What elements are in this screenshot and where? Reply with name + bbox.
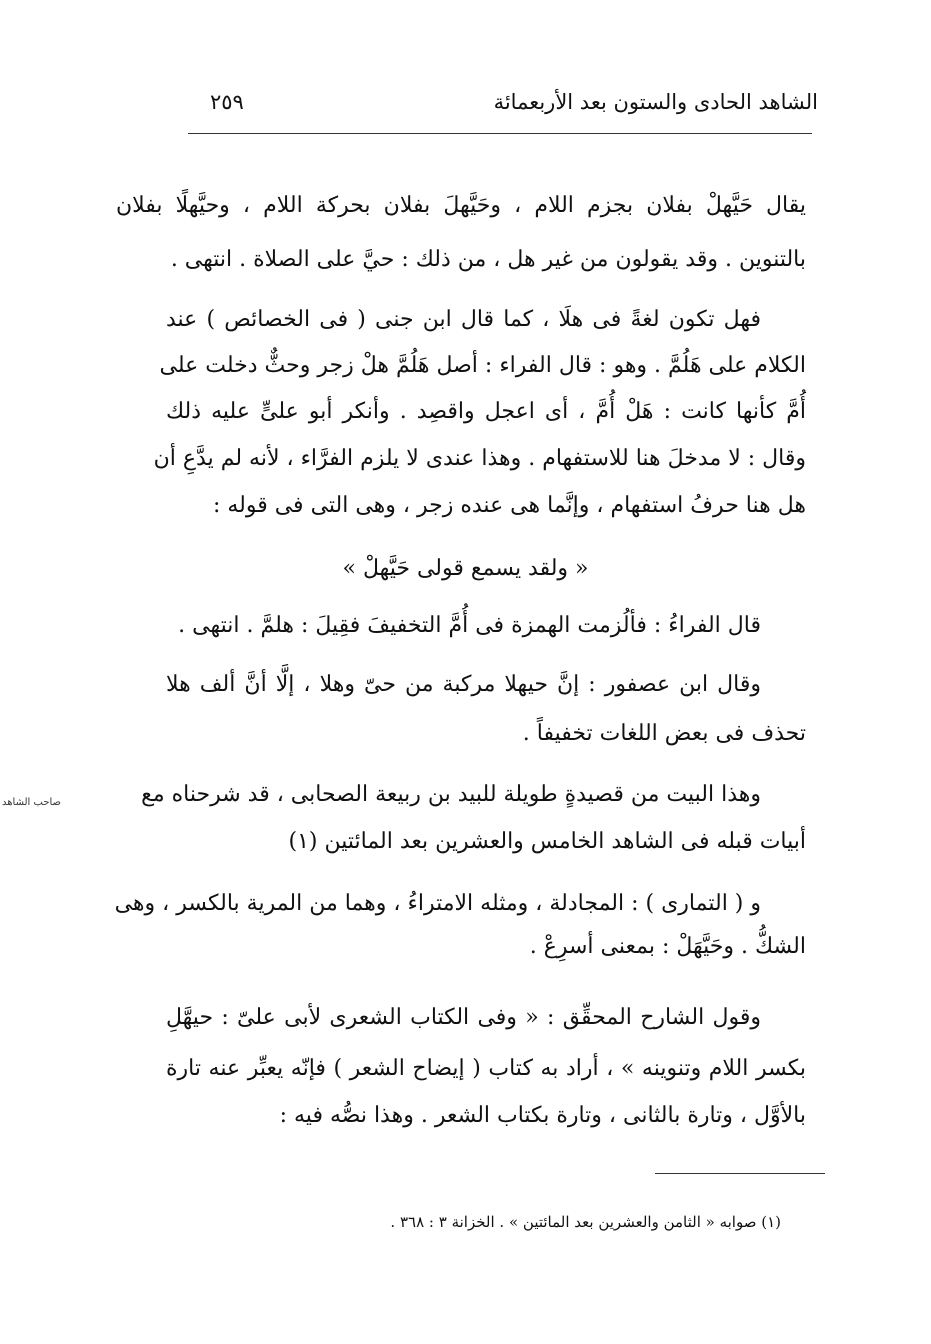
text-line: هل هنا حرفُ استفهام ، وإنَّما هى عنده زجر ، وهى التى فى قوله : [212,493,806,518]
margin-note: صاحب الشاهد [2,797,62,808]
text-line: فهل تكون لغةً فى هلَا ، كما قال ابن جنى ( فى الخصائص ) عند [166,307,761,332]
verse-line: « ولقد يسمع قولى حَيَّهلْ » [342,556,589,581]
footnote-rule [655,1173,825,1174]
text-line: بالتنوين . وقد يقولون من غير هل ، من ذلك : حيَّ على الصلاة . انتهى . [170,247,806,272]
text-line: أبيات قبله فى الشاهد الخامس والعشرين بعد المائتين (١) [288,829,806,854]
header-title: الشاهد الحادى والستون بعد الأربعمائة [493,90,818,114]
text-line: الكلام على هَلُمَّ . وهو : قال الفراء : أصل هَلُمَّ هلْ زجر وحثٌّ دخلت على [159,353,806,378]
text-line: و ( التمارى ) : المجادلة ، ومثله الامتراءُ ، وهما من المرية بالكسر ، وهى [114,891,761,916]
text-line: وقال ابن عصفور : إنَّ حيهلا مركبة من حىّ وهلا ، إلَّا أنَّ ألف هلا [166,672,761,697]
text-line: بكسر اللام وتنوينه » ، أراد به كتاب ( إيضاح الشعر ) فإنّه يعبِّر عنه تارة [166,1056,806,1081]
text-line: وقال : لا مدخلَ هنا للاستفهام . وهذا عندى لا يلزم الفرَّاء ، لأنه لم يدَّعِ أن [153,446,806,471]
text-line: وقول الشارح المحقِّق : « وفى الكتاب الشعرى لأبى علىّ : حيهَّلِ [166,1005,761,1030]
text-line: بالأوَّل ، وتارة بالثانى ، وتارة بكتاب الشعر . وهذا نصُّه فيه : [279,1103,806,1128]
text-line: تحذف فى بعض اللغات تخفيفاً . [522,721,806,746]
text-line: أُمَّ كأنها كانت : هَلْ أُمَّ ، أى اعجل واقصِد . وأنكر أبو علىٍّ عليه ذلك [166,399,806,424]
footnote: (١) صوابه « الثامن والعشرين بعد المائتين » . الخزانة ٣ : ٣٦٨ . [390,1213,781,1231]
text-line: الشكُّ . وحَيَّهَلْ : بمعنى أسرِعْ . [529,934,806,959]
text-line: قال الفراءُ : فألُزمت الهمزة فى أُمَّ التخفيفَ فقِيلَ : هلمَّ . انتهى . [178,613,761,638]
text-line: يقال حَيَّهلْ بفلان بجزم اللام ، وحَيَّهلَ بفلان بحركة اللام ، وحيَّهلًا بفلان [116,193,806,218]
running-header [190,86,818,118]
page-number: ٢٥٩ [210,90,244,114]
text-line: وهذا البيت من قصيدةٍ طويلة للبيد بن ربيعة الصحابى ، قد شرحناه مع [141,782,761,807]
header-rule [188,133,812,134]
